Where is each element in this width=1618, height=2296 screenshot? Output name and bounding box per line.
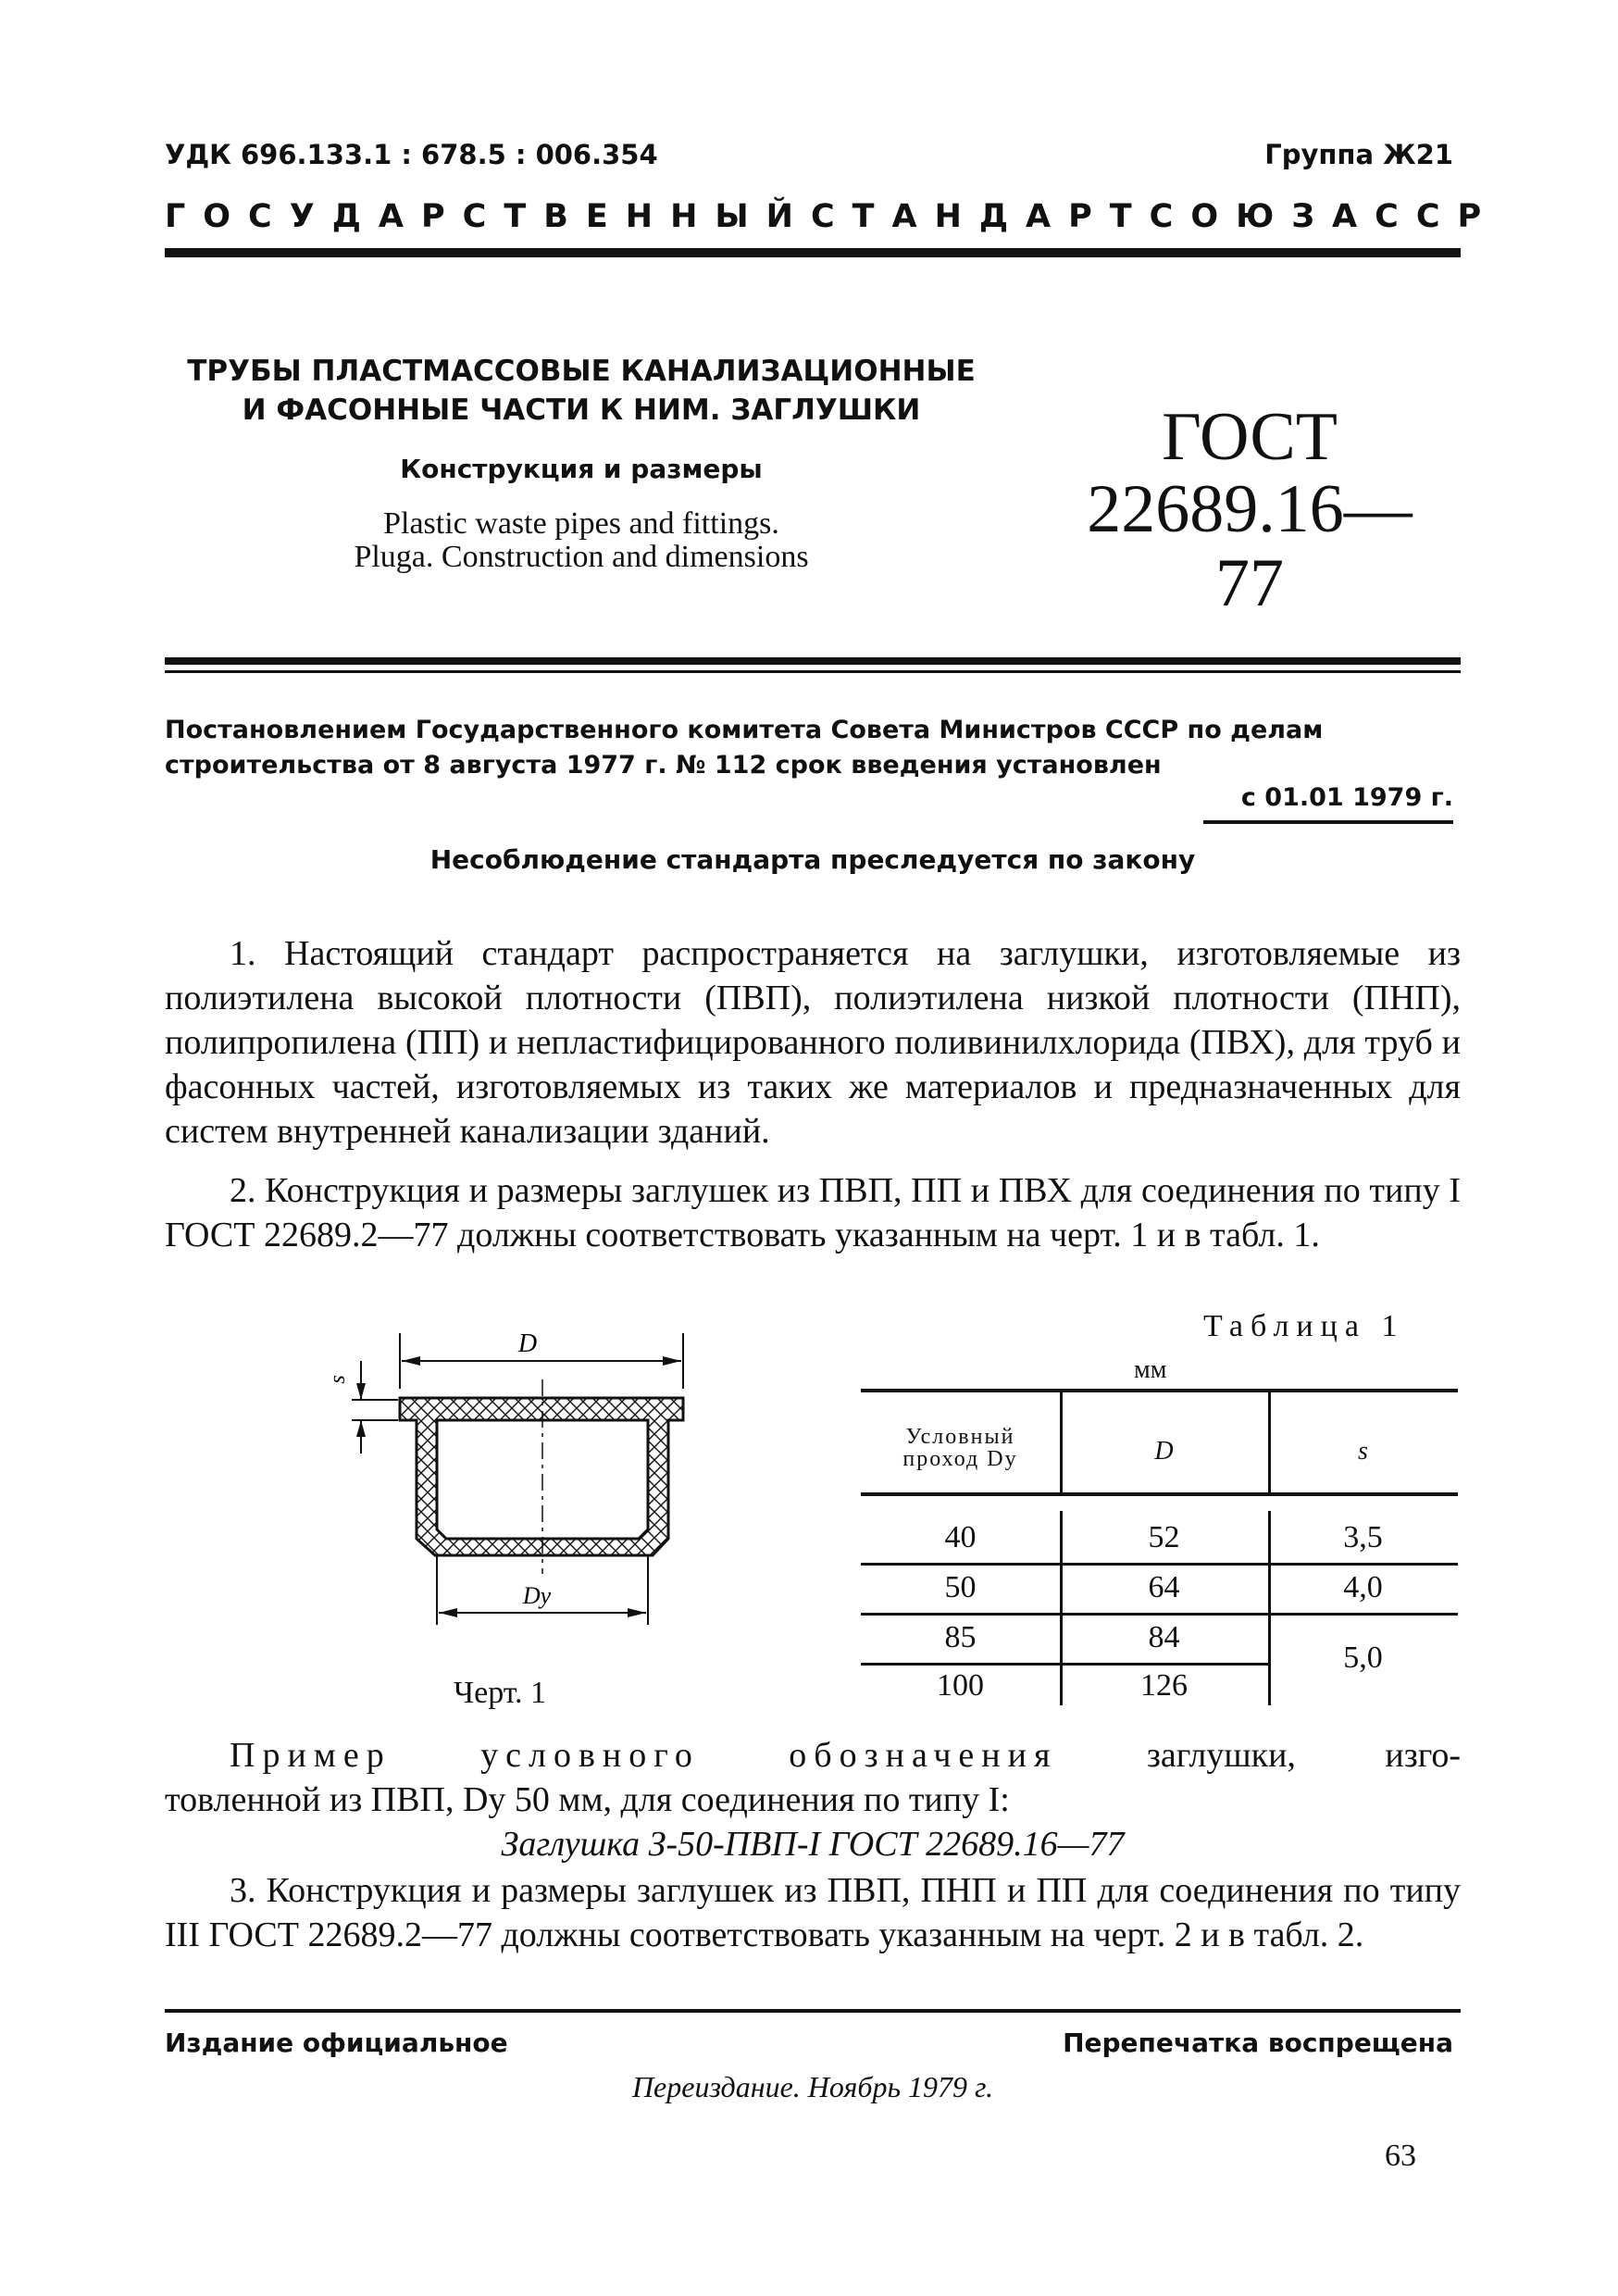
example-word-4: заглушки, xyxy=(1146,1736,1296,1775)
table-header-rule xyxy=(861,1492,1458,1496)
example-designation: Заглушка З-50-ПВП-I ГОСТ 22689.16—77 xyxy=(501,1825,1125,1864)
decree-date: с 01.01 1979 г. xyxy=(1240,783,1453,812)
table-cell: 84 xyxy=(1148,1620,1180,1654)
title-line-2: И ФАСОННЫЕ ЧАСТИ К НИМ. ЗАГЛУШКИ xyxy=(242,393,921,427)
table-row-rule xyxy=(861,1663,1268,1666)
page-number: 63 xyxy=(1385,2139,1416,2173)
english-title-line-2: Pluga. Construction and dimensions xyxy=(354,540,809,574)
table-header-dy-line2: проход Dу xyxy=(902,1447,1018,1471)
banner-word-2: СТАНДАРТ xyxy=(810,198,1150,235)
banner-word-4: ССР xyxy=(1375,198,1500,235)
paragraph-3-text: 3. Конструкция и размеры заглушек из ПВП, ПНП и ПП для соединения по типу III ГОСТ 22689.2—77 должны соответствовать указанным на черт. 2 и в табл. 2. xyxy=(165,1871,1461,1954)
paragraph-2-text: 2. Конструкция и размеры заглушек из ПВП, ПП и ПВХ для соединения по типу I ГОСТ 22689.2—77 должны соответствовать указанным на черт. 1 и в табл. 1. xyxy=(165,1171,1461,1254)
gost-number: 22689.16—77 xyxy=(1087,471,1413,621)
title-line-1: ТРУБЫ ПЛАСТМАССОВЫЕ КАНАЛИЗАЦИОННЫЕ xyxy=(187,355,976,388)
footer-rule xyxy=(165,2009,1461,2013)
table-cell: 3,5 xyxy=(1343,1520,1383,1554)
example-word-1: Пример xyxy=(230,1736,392,1775)
table-header-s: s xyxy=(1358,1437,1368,1466)
official-edition: Издание официальное xyxy=(165,2028,508,2058)
table-header-dy xyxy=(861,1426,1060,1470)
paragraph-2 xyxy=(165,1168,1461,1257)
example-heading xyxy=(230,1735,1461,1776)
example-word-3: обозначения xyxy=(789,1736,1058,1775)
table-cell: 100 xyxy=(937,1668,984,1703)
example-word-2: условного xyxy=(480,1736,700,1775)
table-cell: 52 xyxy=(1148,1520,1180,1554)
banner-word-3: СОЮЗА xyxy=(1149,198,1375,235)
table-unit: мм xyxy=(1134,1355,1167,1384)
drawing-plug-cross-section xyxy=(324,1324,713,1639)
divider-thick xyxy=(165,657,1461,665)
state-standard-banner xyxy=(165,198,1500,235)
paragraph-3 xyxy=(165,1868,1461,1957)
table-cell: 4,0 xyxy=(1343,1570,1383,1604)
drawing-caption: Черт. 1 xyxy=(454,1676,547,1710)
document-subtitle: Конструкция и размеры xyxy=(400,454,763,484)
udk-code: УДК 696.133.1 : 678.5 : 006.354 xyxy=(165,139,658,170)
banner-word-1: ГОСУДАРСТВЕННЫЙ xyxy=(165,198,811,235)
table-row-rule xyxy=(861,1613,1458,1616)
label-s: s xyxy=(326,1375,350,1384)
gost-label: ГОСТ xyxy=(1162,399,1338,475)
date-underline xyxy=(1203,820,1453,824)
group-code: Группа Ж21 xyxy=(1264,139,1453,170)
label-Dy: Dу xyxy=(522,1582,552,1609)
reprint-prohibited: Перепечатка воспрещена xyxy=(1063,2028,1453,2058)
table-row-rule xyxy=(861,1563,1458,1566)
table-cell: 5,0 xyxy=(1343,1641,1383,1675)
label-D: D xyxy=(517,1329,538,1358)
table-top-rule xyxy=(861,1389,1458,1392)
reprint-note: Переиздание. Ноябрь 1979 г. xyxy=(631,2070,994,2103)
top-rule xyxy=(165,248,1461,257)
example-text: товленной из ПВП, Dу 50 мм, для соединения по типу I: xyxy=(165,1780,1010,1819)
paragraph-1 xyxy=(165,931,1461,1154)
table-cell: 126 xyxy=(1140,1668,1188,1703)
english-title-line-1: Plastic waste pipes and fittings. xyxy=(383,506,779,541)
table-cell: 85 xyxy=(944,1620,977,1654)
paragraph-1-text: 1. Настоящий стандарт распространяется на заглушки, изготовляемые из полиэтилена высокой плотности (ПВП), полиэтилена низкой плотности (ПНП), полипропилена (ПП) и непластифицированного поливинилхлорида (ПВХ), для труб и фасонных частей, изготовляемых из таких же материалов и предназначенных для систем внутренней канализации зданий. xyxy=(165,934,1461,1151)
example-word-5: изго- xyxy=(1385,1736,1461,1775)
noncompliance-notice: Несоблюдение стандарта преследуется по закону xyxy=(429,844,1196,875)
decree-text: Постановлением Государственного комитета Совета Министров СССР по делам строительства от 8 августа 1977 г. № 112 срок введения установлен xyxy=(165,716,1324,780)
table-header-dy-line1: Условный xyxy=(905,1425,1015,1449)
document-title xyxy=(165,352,998,430)
table-cell: 64 xyxy=(1148,1570,1180,1604)
table-cell: 50 xyxy=(944,1570,977,1604)
english-title xyxy=(165,507,998,574)
table-label: Таблица 1 xyxy=(1203,1309,1405,1343)
table-header-d: D xyxy=(1154,1437,1174,1466)
table-cell: 40 xyxy=(944,1520,977,1554)
divider-thin xyxy=(165,670,1461,673)
